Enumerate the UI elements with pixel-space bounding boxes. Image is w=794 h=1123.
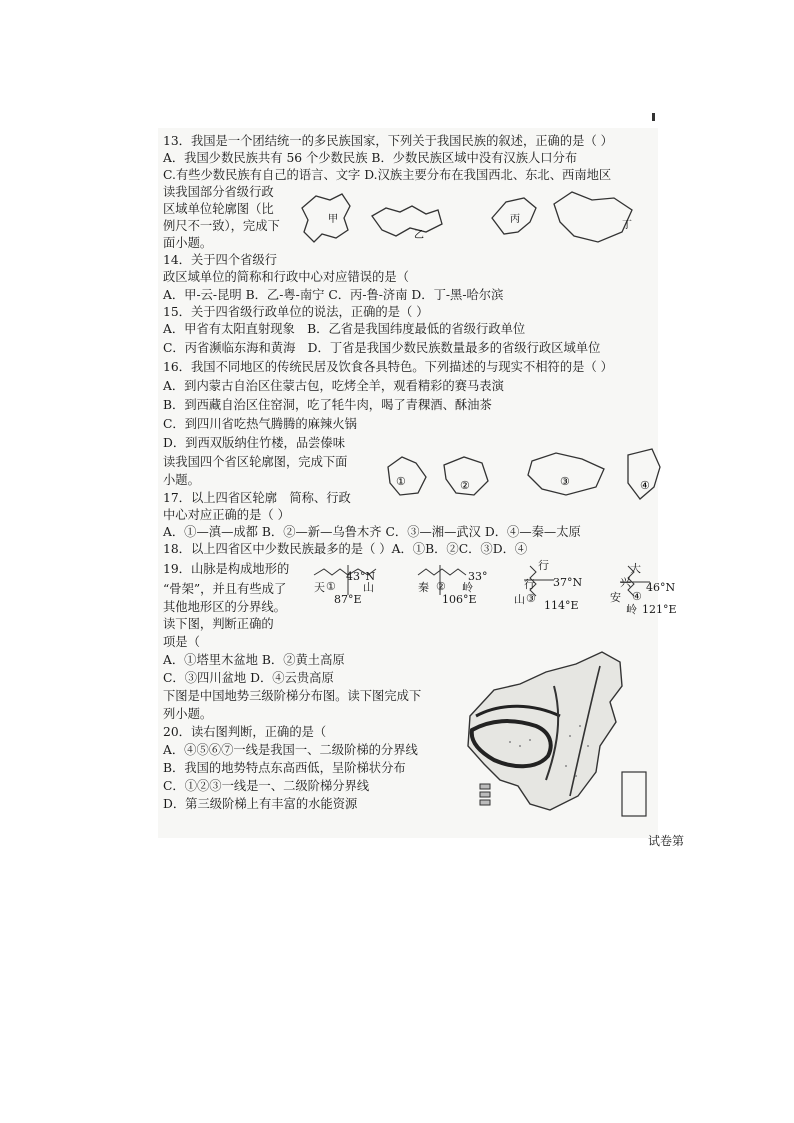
map-intro-line1: 读我国部分省级行政 <box>163 185 274 199</box>
page-footer: 试卷第 <box>648 834 685 848</box>
q19-stem-4: 读下图，判断正确的 <box>163 617 274 631</box>
m1-left: 天 <box>314 581 325 594</box>
m1-right: 山 <box>363 581 374 594</box>
province-1-outline <box>388 457 426 495</box>
m4-mid: 兴 <box>620 576 631 589</box>
map2-intro-1: 读我国四个省区轮廓图，完成下面 <box>163 455 348 469</box>
q14-options: A．甲-云-昆明 B．乙-粤-南宁 C．丙-鲁-济南 D．丁-黑-哈尔滨 <box>163 288 504 302</box>
m2-num: ② <box>436 580 446 593</box>
m2-right: 岭 <box>462 581 473 594</box>
q19-options-cd: C．③四川盆地 D．④云贵高原 <box>163 671 334 685</box>
m4-num: ④ <box>632 590 642 603</box>
q13-stem: 13．我国是一个团结统一的多民族国家，下列关于我国民族的叙述，正确的是（ ） <box>163 134 613 148</box>
m2-left: 秦 <box>418 581 429 594</box>
q20-option-b: B．我国的地势特点东高西低，呈阶梯状分布 <box>163 761 406 775</box>
q20-option-c: C．①②③一线是一、二级阶梯分界线 <box>163 779 370 793</box>
q19-stem-2: “骨架”，并且有些成了 <box>163 582 287 596</box>
q13-options-cd: C.有些少数民族有自己的语言、文字 D.汉族主要分布在我国西北、东北、西南地区 <box>163 168 612 182</box>
label-3: ③ <box>560 475 570 488</box>
q16-option-a: A．到内蒙古自治区住蒙古包，吃烤全羊，观看精彩的赛马表演 <box>163 379 504 393</box>
province-3-outline <box>528 453 604 495</box>
q19-stem-5: 项是（ <box>163 635 200 649</box>
q14-stem-2: 政区域单位的简称和行政中心对应错误的是（ <box>163 270 409 284</box>
q17-options: A．①—滇—成都 B．②—新—乌鲁木齐 C．③—湘—武汉 D．④—秦—太原 <box>163 525 581 539</box>
m3-lat: 37°N <box>553 576 583 589</box>
q15-options-ab: A．甲省有太阳直射现象 B．乙省是我国纬度最低的省级行政单位 <box>163 322 526 336</box>
q16-stem: 16．我国不同地区的传统民居及饮食各具特色。下列描述的与现实不相符的是（ ） <box>163 360 613 374</box>
province-outline-maps <box>292 188 637 252</box>
label-1: ① <box>396 475 406 488</box>
province-yi-outline <box>372 206 442 236</box>
m1-num: ① <box>326 580 336 593</box>
m1-lat: 43°N <box>346 570 376 583</box>
label-yi: 乙 <box>414 230 424 241</box>
q20-stem: 20．读右图判断，正确的是（ <box>163 725 327 739</box>
m3-top: 行 <box>538 559 549 572</box>
province-ding-outline <box>554 192 632 242</box>
q15-stem: 15．关于四省级行政单位的说法，正确的是（ ） <box>163 305 429 319</box>
label-ding: 丁 <box>622 220 632 231</box>
q18-line: 18．以上四省区中少数民族最多的是（ ）A．①B．②C．③D．④ <box>163 542 528 556</box>
mountain-qinling-ridge <box>418 569 466 575</box>
q16-option-b: B．到西藏自治区住窑洞，吃了牦牛肉，喝了青稞酒、酥油茶 <box>163 398 492 412</box>
q13-options-ab: A．我国少数民族共有 56 个少数民族 B．少数民族区域中没有汉族人口分布 <box>163 151 578 165</box>
map-intro-line3: 例尺不一致），完成下 <box>163 219 280 233</box>
m4-lat: 46°N <box>646 581 676 594</box>
map-legend <box>480 784 490 805</box>
q16-option-c: C．到四川省吃热气腾腾的麻辣火锅 <box>163 417 357 431</box>
province-jia-outline <box>302 194 350 242</box>
south-china-sea-inset <box>622 772 646 816</box>
q17-stem-1: 17．以上四省区轮廓 简称、行政 <box>163 491 351 505</box>
q15-options-cd: C．丙省濒临东海和黄海 D．丁省是我国少数民族数量最多的省级行政区域单位 <box>163 341 601 355</box>
m4-top: 大 <box>630 562 641 575</box>
scan-mark <box>652 113 655 121</box>
q19-stem-3: 其他地形区的分界线。 <box>163 600 286 614</box>
q19-stem-1: 19．山脉是构成地形的 <box>163 562 290 576</box>
q20-intro-1: 下图是中国地势三级阶梯分布图。读下图完成下 <box>163 689 422 703</box>
m1-lon: 87°E <box>334 593 362 606</box>
map2-intro-2: 小题。 <box>163 473 200 487</box>
china-terrain-steps-map <box>450 646 650 824</box>
label-bing: 丙 <box>510 214 520 225</box>
q20-intro-2: 列小题。 <box>163 707 213 721</box>
m3-num: ③ <box>526 592 536 605</box>
label-2: ② <box>460 479 470 492</box>
m3-left: 山 <box>514 593 525 606</box>
q14-stem-1: 14．关于四个省级行 <box>163 253 278 267</box>
q20-option-a: A．④⑤⑥⑦一线是我国一、二级阶梯的分界线 <box>163 743 418 757</box>
map-intro-line4: 面小题。 <box>163 236 213 250</box>
m2-lon: 106°E <box>442 593 477 606</box>
label-jia: 甲 <box>328 214 338 225</box>
m3-top-char: 行 <box>524 578 535 591</box>
m4-left: 安 <box>610 591 621 604</box>
q17-stem-2: 中心对应正确的是（ ） <box>163 508 290 522</box>
q20-option-d: D．第三级阶梯上有丰富的水能资源 <box>163 797 358 811</box>
map-intro-line2: 区域单位轮廓图（比 <box>163 202 274 216</box>
q16-option-d: D．到西双版纳住竹楼，品尝傣味 <box>163 436 346 450</box>
label-4: ④ <box>640 479 650 492</box>
province-outline-maps-2 <box>382 447 664 505</box>
m4-right: 岭 <box>626 603 637 616</box>
m3-lon: 114°E <box>544 599 579 612</box>
m2-lat: 33° <box>468 570 488 583</box>
q19-options-ab: A．①塔里木盆地 B．②黄土高原 <box>163 653 345 667</box>
m4-lon: 121°E <box>642 603 677 616</box>
